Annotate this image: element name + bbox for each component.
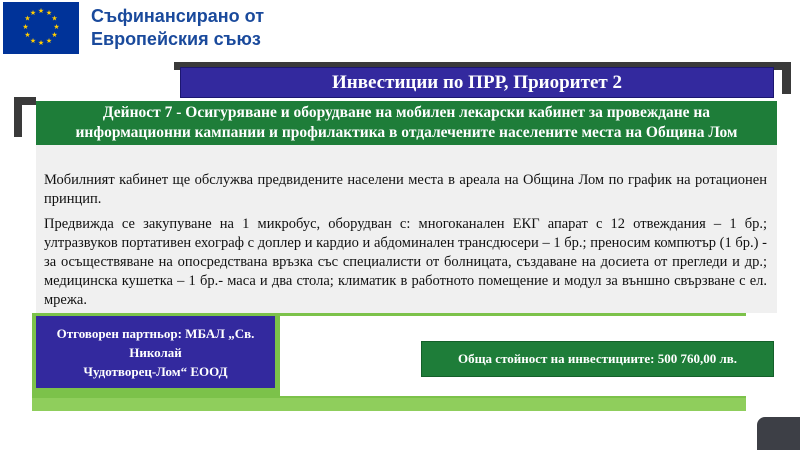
- footer-green-strip: [32, 398, 746, 411]
- description-paragraph-2: Предвижда се закупуване на 1 микробус, оборудван с: многоканален ЕКГ апарат с 12 отвеждания – 1 бр.; ултразвуков портативен ехограф с доплер и кардио и абдоминален трансдюсери – 1 бр.; преносим компютър (1 бр.) - за осъществяване на опосредствана връзка със специалисти от болницата, създаване на досиета от прегледи и др.; медицинска кушетка – 1 бр.- маса и два стола; климатик в работното помещение и модул за външно свързване с ел. мрежа.: [44, 216, 767, 308]
- page-title-bar: [180, 67, 774, 98]
- activity-description: [36, 145, 777, 313]
- svg-text:★: ★: [51, 14, 58, 23]
- eu-cofunded-text: [91, 5, 264, 51]
- activity-heading-line2: информационни кампании и профилактика в отдалечените населените места на Община Лом: [75, 124, 738, 141]
- svg-text:★: ★: [45, 9, 53, 17]
- svg-text:★: ★: [22, 23, 29, 31]
- total-investment-box: [421, 341, 774, 377]
- eu-text-line1: Съфинансирано от: [91, 6, 265, 26]
- svg-text:★: ★: [24, 14, 31, 23]
- svg-text:★: ★: [37, 39, 45, 47]
- corner-decoration: [757, 417, 800, 450]
- eu-cofunded-logo: [3, 2, 264, 54]
- svg-text:★: ★: [24, 31, 31, 39]
- activity-heading-line1: Дейност 7 - Осигуряване и оборудване на мобилен лекарски кабинет за провеждане на: [102, 104, 711, 121]
- svg-text:★: ★: [29, 9, 37, 17]
- description-paragraph-1: Мобилният кабинет ще обслужва предвидените населени места в ареала на Община Лом по график на ротационен принцип.: [44, 172, 767, 207]
- svg-text:★: ★: [51, 31, 58, 39]
- svg-text:★: ★: [45, 37, 53, 45]
- total-investment-text: Обща стойност на инвестициите: 500 760,00 лв.: [457, 351, 738, 366]
- svg-text:★: ★: [29, 37, 37, 45]
- page-title: Инвестиции по ПРР, Приоритет 2: [332, 71, 622, 93]
- activity-heading: [36, 101, 777, 145]
- eu-flag-icon: [3, 2, 79, 54]
- left-bracket-side-decoration: [14, 97, 22, 137]
- title-frame-side-decoration: [782, 62, 791, 94]
- svg-text:★: ★: [37, 7, 45, 15]
- partner-line1: Отговорен партньор: МБАЛ „Св. Николай: [56, 325, 255, 360]
- responsible-partner-box: [36, 316, 275, 388]
- partner-line2: Чудотворец-Лом“ ЕООД: [83, 363, 228, 379]
- eu-text-line2: Европейския съюз: [91, 29, 261, 49]
- svg-text:★: ★: [53, 23, 60, 31]
